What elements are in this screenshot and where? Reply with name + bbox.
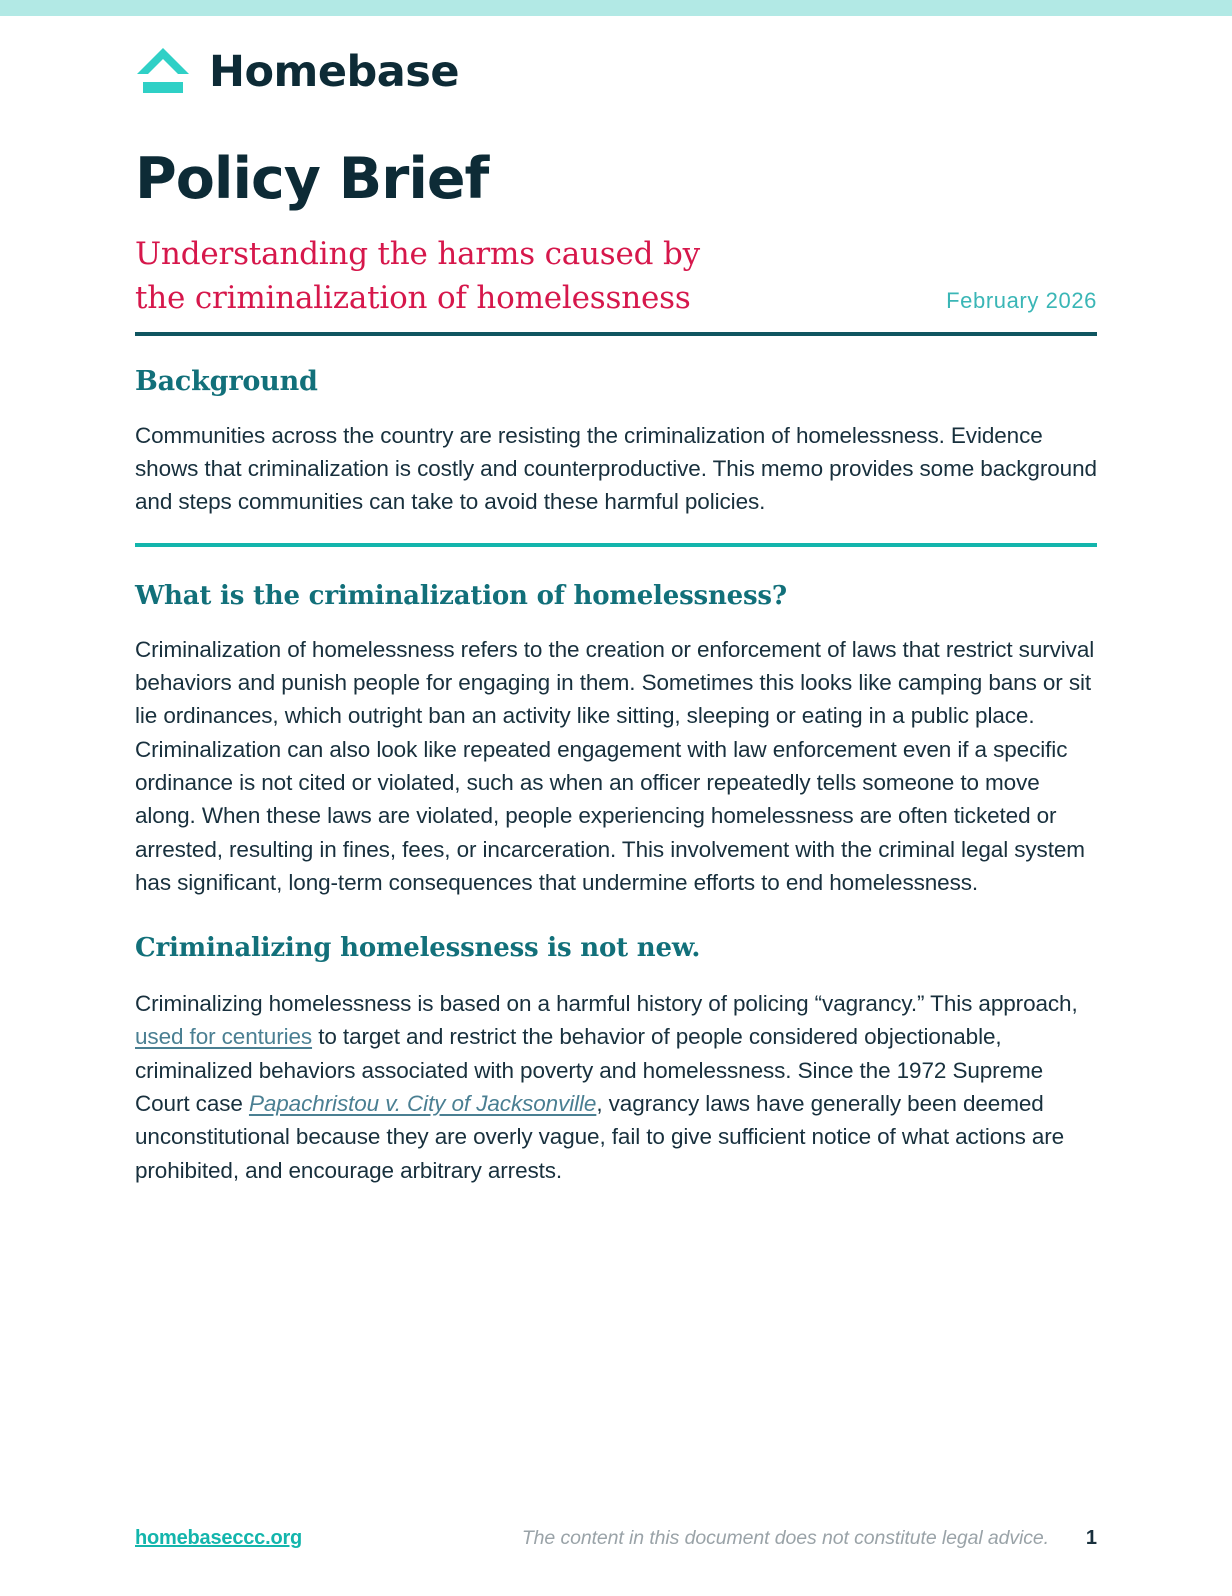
- heading-what-is-criminalization: What is the criminalization of homelessness?: [135, 580, 787, 611]
- footer-disclaimer: The content in this document does not constitute legal advice.: [521, 1527, 1049, 1549]
- divider-teal: [135, 543, 1097, 547]
- document-subtitle: [135, 232, 700, 320]
- link-papachristou-case[interactable]: Papachristou v. City of Jacksonville: [248, 1091, 597, 1117]
- heading-background: Background: [135, 365, 318, 397]
- document-date: February 2026: [946, 287, 1097, 313]
- text-between-links: to target and restrict the behavior of people considered objectionable, criminalized behaviors associated with poverty and homelessness. Since the 1972 Supreme Court case: [135, 1024, 1044, 1117]
- page-title: Policy Brief: [135, 146, 489, 212]
- top-accent-bar: [0, 0, 1232, 16]
- brand-name: Homebase: [209, 46, 460, 97]
- paragraph-not-new: [135, 987, 1097, 1187]
- paragraph-what-is-criminalization: Criminalization of homelessness refers to the creation or enforcement of laws that restrict survival behaviors and punish people for engaging in them. Sometimes this looks like camping bans or sit lie ordinances, which outright ban an activity like sitting, sleeping or eating in a public place. Criminalization can also look like repeated engagement with law enforcement even if a specific ordinance is not cited or violated, such as when an officer repeatedly tells someone to move along. When these laws are violated, people experiencing homelessness are often ticketed or arrested, resulting in fines, fees, or incarceration. This involvement with the criminal legal system has significant, long-term consequences that undermine efforts to end homelessness.: [135, 636, 1095, 895]
- subtitle-line-2: the criminalization of homelessness: [135, 279, 691, 316]
- page-footer: [135, 1527, 1097, 1550]
- house-roof-icon: [135, 44, 191, 100]
- brand-header: [135, 16, 1097, 108]
- link-used-for-centuries[interactable]: used for centuries: [135, 1024, 313, 1050]
- heading-not-new: Criminalizing homelessness is not new.: [135, 933, 701, 964]
- subtitle-row: [135, 232, 1097, 320]
- text-after-link-2: , vagrancy laws have generally been deemed unconstitutional because they are overly vague, fail to give sufficient notice of what actions are prohibited, and encourage arbitrary arrests.: [135, 1091, 1065, 1183]
- paragraph-background: Communities across the country are resisting the criminalization of homelessness. Evidence shows that criminalization is costly and counterproductive. This memo provides some background and steps communities can take to avoid these harmful policies.: [135, 422, 1097, 515]
- subtitle-line-1: Understanding the harms caused by: [135, 235, 700, 272]
- text-before-link-1: Criminalizing homelessness is based on a harmful history of policing “vagrancy.” This approach,: [135, 991, 1078, 1017]
- divider-dark: [135, 332, 1097, 336]
- footer-page-number: 1: [1085, 1527, 1097, 1549]
- document-page: [0, 16, 1232, 1596]
- footer-website-link[interactable]: homebaseccc.org: [135, 1527, 303, 1549]
